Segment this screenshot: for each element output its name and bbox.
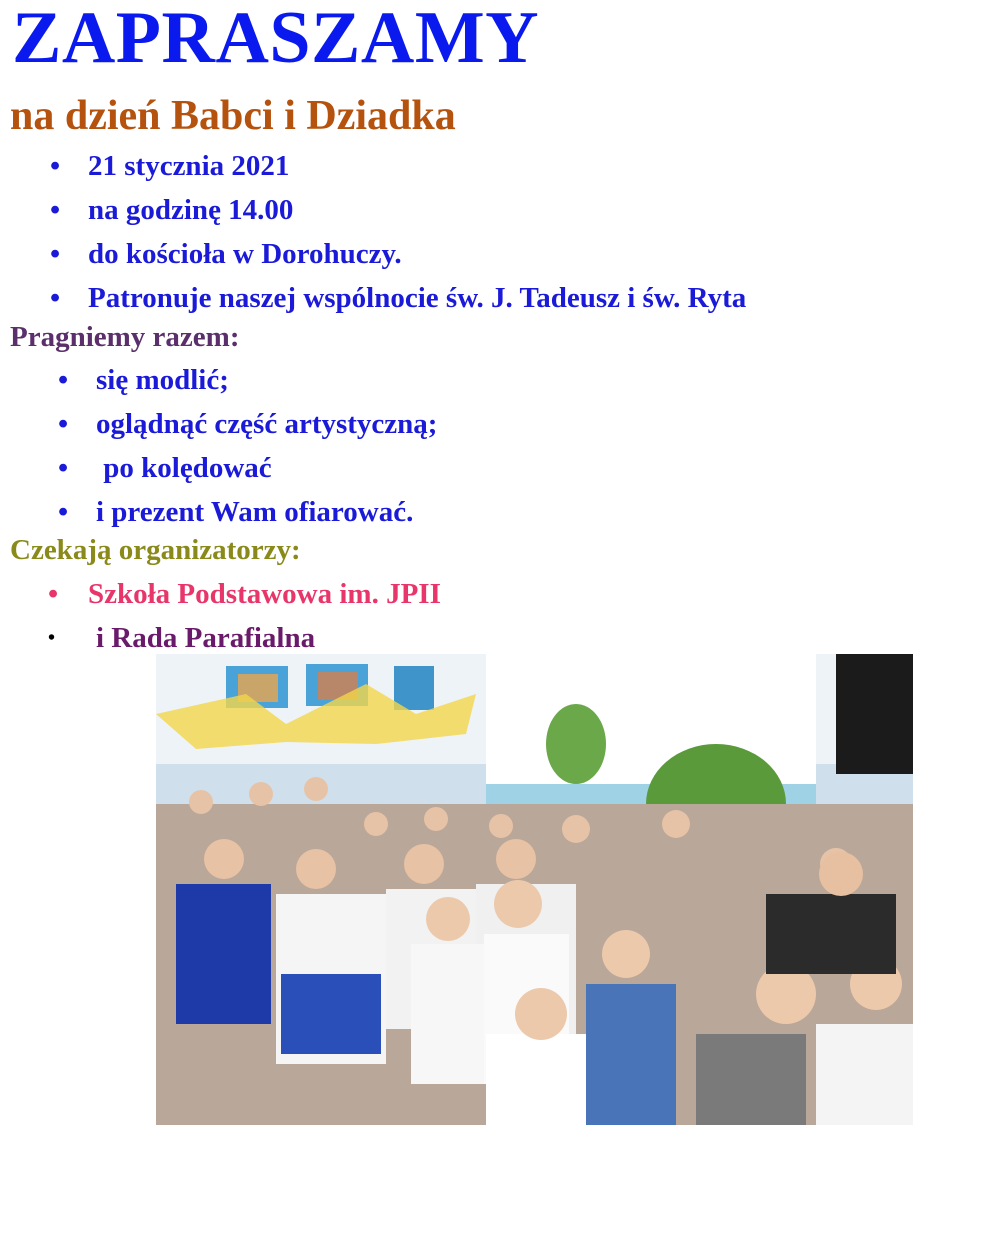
- bullet-icon: •: [50, 194, 61, 226]
- photo-icon: [156, 654, 913, 1125]
- event-patrons: Patronuje naszej wspólnocie św. J. Tadeusz i św. Ryta: [88, 282, 747, 314]
- bullet-icon: •: [58, 496, 69, 528]
- event-time: na godzinę 14.00: [88, 194, 294, 226]
- together-item: się modlić;: [96, 364, 229, 396]
- event-date: 21 stycznia 2021: [88, 150, 290, 182]
- bullet-icon: •: [58, 408, 69, 440]
- bullet-icon: •: [58, 364, 69, 396]
- together-item: po kolędować: [96, 452, 272, 484]
- bullet-icon: •: [48, 578, 59, 610]
- audience-photo: [156, 654, 913, 1125]
- page-subtitle: na dzień Babci i Dziadka: [10, 93, 456, 139]
- bullet-icon: •: [48, 627, 56, 649]
- bullet-icon: •: [50, 150, 61, 182]
- together-heading: Pragniemy razem:: [10, 321, 240, 353]
- bullet-icon: •: [50, 238, 61, 270]
- organizers-heading: Czekają organizatorzy:: [10, 534, 301, 566]
- together-item: i prezent Wam ofiarować.: [96, 496, 414, 528]
- bullet-icon: •: [50, 282, 61, 314]
- event-place: do kościoła w Dorohuczy.: [88, 238, 402, 270]
- bullet-icon: •: [58, 452, 69, 484]
- page-title: ZAPRASZAMY: [12, 0, 540, 79]
- organizer-parish-council: i Rada Parafialna: [96, 622, 316, 654]
- together-item: oglądnąć część artystyczną;: [96, 408, 438, 440]
- organizer-school: Szkoła Podstawowa im. JPII: [88, 578, 441, 610]
